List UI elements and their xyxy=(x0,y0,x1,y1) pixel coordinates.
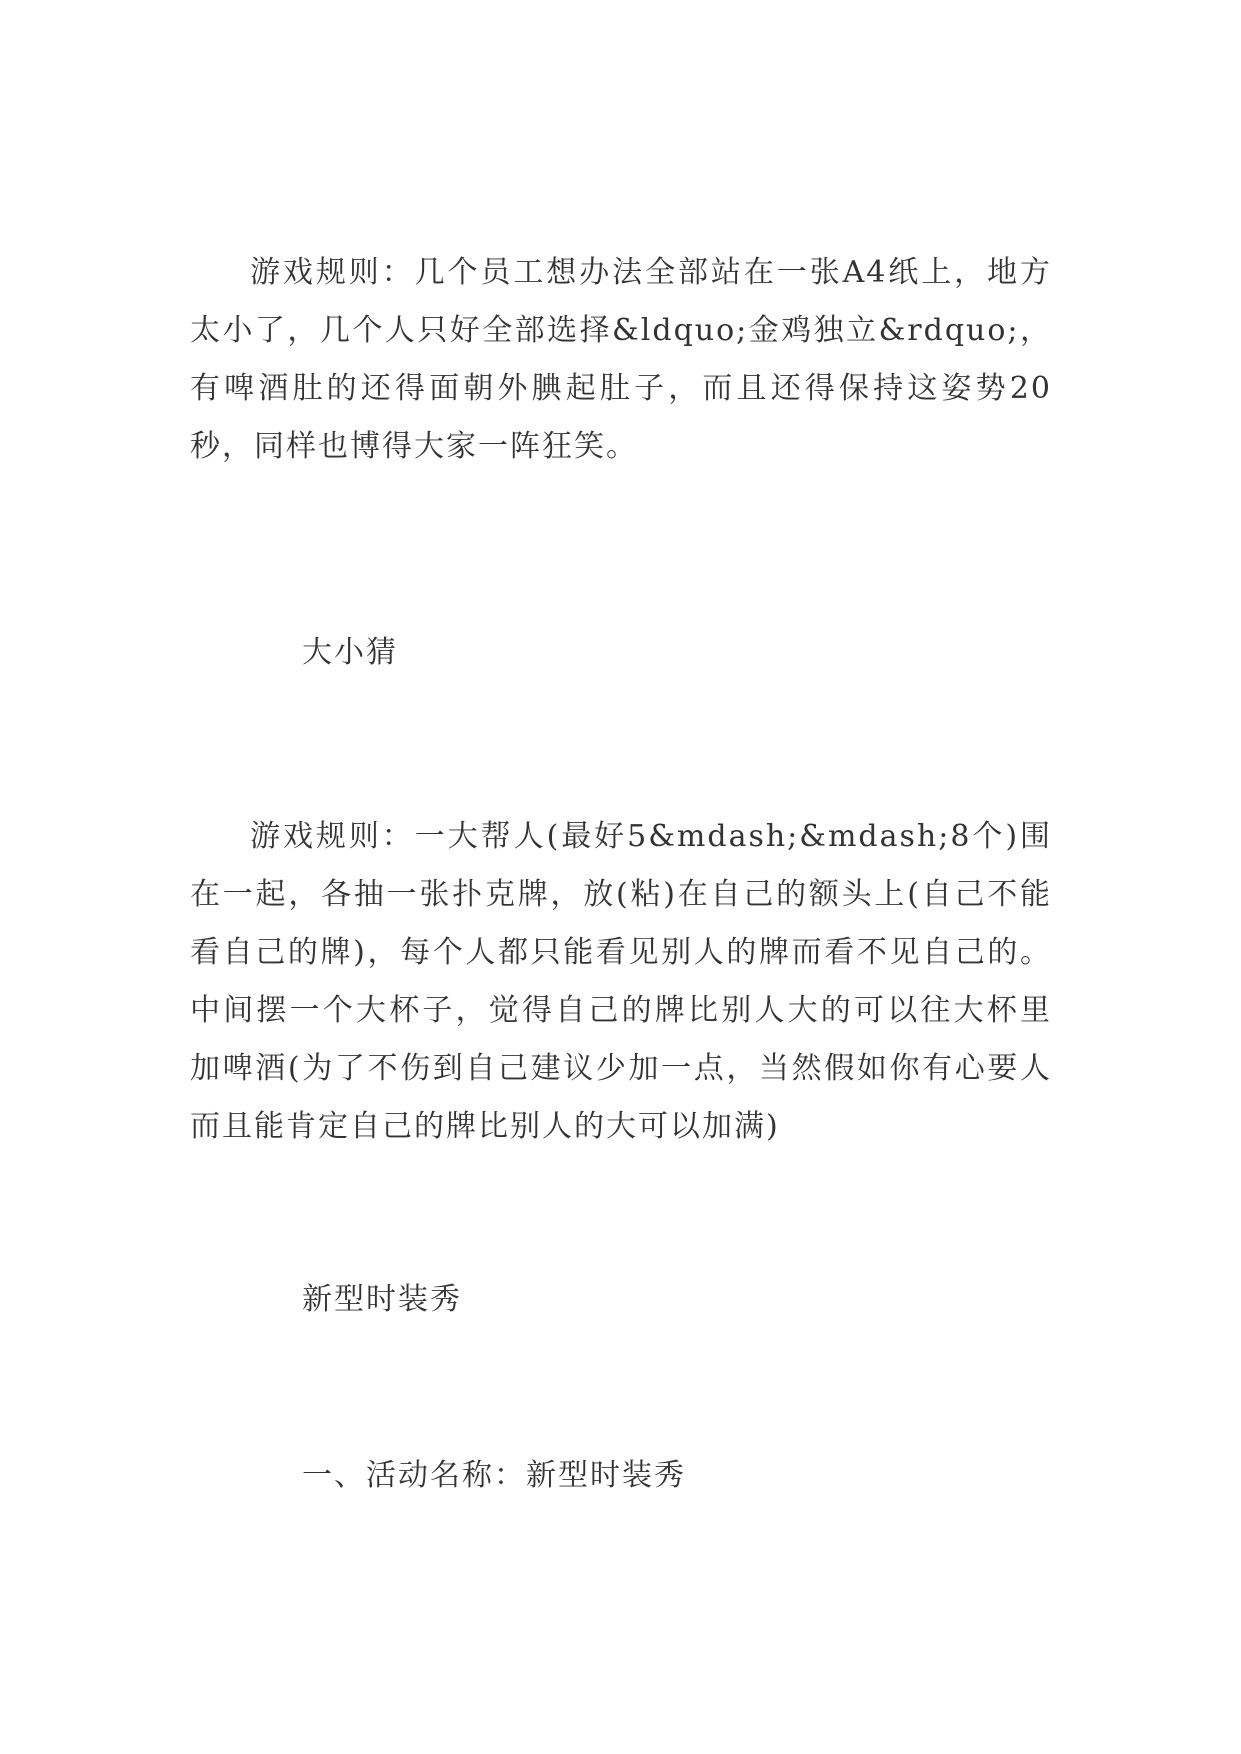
heading-activity-name: 一、活动名称：新型时装秀 xyxy=(302,1458,686,1493)
paragraph-game-rules-poker: 游戏规则：一大帮人(最好5&mdash;&mdash;8个)围在一起，各抽一张扑克牌，放(粘)在自己的额头上(自己不能看自己的牌)，每个人都只能看见别人的牌而看不见自己的。中间摆一个大杯子，觉得自己的牌比别人大的可以往大杯里加啤酒(为了不伤到自己建议少加一点，当然假如你有心要人而且能肯定自己的牌比别人的大可以加满) xyxy=(190,819,1052,1144)
heading-fashion-show: 新型时装秀 xyxy=(302,1282,462,1317)
paragraph-game-rules-a4-paper: 游戏规则：几个员工想办法全部站在一张A4纸上，地方太小了，几个人只好全部选择&ldquo;金鸡独立&rdquo;，有啤酒肚的还得面朝外腆起肚子，而且还得保持这姿势20秒，同样也博得大家一阵狂笑。 xyxy=(190,255,1052,464)
heading-guess-big-small: 大小猜 xyxy=(302,635,398,670)
